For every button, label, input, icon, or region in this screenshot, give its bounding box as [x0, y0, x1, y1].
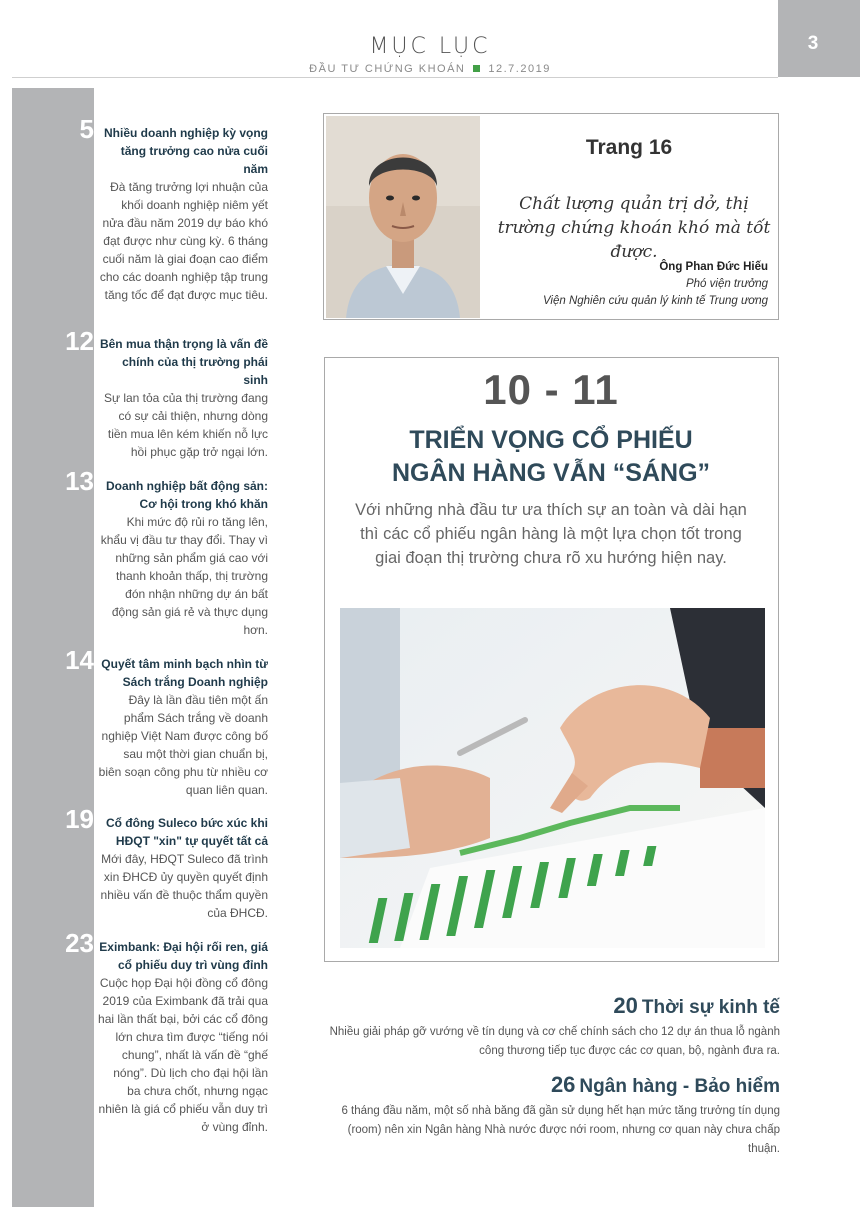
section-title: Ngân hàng - Bảo hiểm: [579, 1076, 780, 1097]
section-title: Thời sự kinh tế: [641, 997, 780, 1018]
publication-line: [0, 63, 860, 75]
toc-page-number: 13: [65, 466, 94, 496]
feature-photo: [340, 608, 765, 948]
quote-author-name: Ông Phan Đức Hiếu: [659, 261, 768, 273]
quote-box[interactable]: [323, 113, 779, 320]
toc-heading: Eximbank: Đại hội rối ren, giá cổ phiếu duy trì vùng đỉnh: [99, 940, 268, 972]
issue-date: 12.7.2019: [488, 63, 551, 75]
quote-text: Chất lượng quản trị dở, thị trường chứng khoán khó mà tốt được.: [497, 194, 771, 262]
toc-heading: Cổ đông Suleco bức xúc khi HĐQT "xin" tự quyết tất cả: [105, 816, 268, 848]
quote-author-role: Phó viện trưởng: [685, 278, 768, 290]
section-item[interactable]: [320, 993, 780, 1061]
toc-page-number: 19: [65, 804, 94, 834]
section-summary: 6 tháng đầu năm, một số nhà băng đã gần sử dụng hết hạn mức tăng trưởng tín dụng (room) nên xin Ngân hàng Nhà nước được nới room, nhưng cơ quan này chưa chấp thuận.: [341, 1105, 780, 1155]
toc-page-number: 14: [65, 645, 94, 675]
section-page-number: 26: [550, 1072, 576, 1097]
page-number: 3: [807, 33, 819, 54]
toc-item[interactable]: [98, 814, 268, 922]
toc-heading: Quyết tâm minh bạch nhìn từ Sách trắng Doanh nghiệp: [101, 657, 268, 689]
section-page-number: 20: [613, 993, 638, 1018]
toc-summary: Cuộc họp Đại hội đồng cổ đông 2019 của Eximbank đã trải qua hai lần thất bại, bởi các cổ đông lớn chưa tìm được “tiếng nói chung”, nhất là vấn đề “ghế nóng”. Dù lịch cho đại hội lần ba chưa chốt, nhưng ngạc nhiên là giá cổ phiếu vẫn duy trì ở vùng đỉnh.: [98, 976, 268, 1134]
feature-story-box[interactable]: [324, 357, 779, 962]
toc-summary: Sự lan tỏa của thị trường đang có sự cải thiện, nhưng dòng tiền mua lên kém khiến nỗ lực hồi phục gặp trở ngại lớn.: [103, 391, 268, 459]
toc-page-number: 5: [79, 114, 94, 144]
toc-item[interactable]: [98, 477, 268, 639]
toc-page-number: 12: [65, 326, 94, 356]
quote-author-organization: Viện Nghiên cứu quản lý kinh tế Trung ương: [542, 295, 768, 307]
toc-item[interactable]: [98, 335, 268, 461]
section-heading: [320, 1072, 780, 1098]
header-rule: [12, 77, 778, 78]
feature-title-line1: TRIỂN VỌNG CỔ PHIẾU: [409, 426, 693, 454]
toc-summary: Đà tăng trưởng lợi nhuận của khối doanh nghiệp niêm yết nửa đầu năm 2019 dự báo khó đạt được như cùng kỳ. 6 tháng cuối năm là giai đoạn cao điểm cho các doanh nghiệp tập trung tăng tốc để đạt được mục tiêu.: [99, 180, 268, 302]
toc-summary: Mới đây, HĐQT Suleco đã trình xin ĐHCĐ ủy quyền quyết định nhiều vấn đề thuộc thẩm quyền của ĐHCĐ.: [100, 852, 268, 920]
section-summary: Nhiều giải pháp gỡ vướng về tín dụng và cơ chế chính sách cho 12 dự án thua lỗ ngành công thương tiếp tục được các cơ quan, bộ, ngành đưa ra.: [329, 1026, 780, 1057]
toc-heading: Bên mua thận trọng là vấn đề chính của thị trường phái sinh: [99, 337, 268, 387]
toc-item[interactable]: [98, 655, 268, 799]
quote-page-label: Trang 16: [585, 136, 673, 159]
page-title: MỤC LỤC: [369, 34, 491, 59]
section-item[interactable]: [320, 1072, 780, 1159]
separator-square-icon: [473, 65, 480, 72]
feature-page-range: 10 - 11: [483, 366, 619, 413]
toc-page-number: 23: [65, 928, 94, 958]
feature-title-line2: NGÂN HÀNG VẪN “SÁNG”: [391, 459, 711, 487]
toc-heading: Doanh nghiệp bất động sản: Cơ hội trong khó khăn: [106, 479, 268, 511]
toc-item[interactable]: [98, 938, 268, 1136]
feature-lead: Với những nhà đầu tư ưa thích sự an toàn và dài hạn thì các cổ phiếu ngân hàng là một lựa chọn tốt trong giai đoạn thị trường chưa rõ xu hướng hiện nay.: [355, 501, 747, 567]
toc-summary: Đây là lần đầu tiên một ấn phẩm Sách trắng về doanh nghiệp Việt Nam được công bố sau một thời gian chuẩn bị, biên soạn công phu từ nhiều cơ quan liên quan.: [98, 693, 268, 797]
toc-summary: Khi mức độ rủi ro tăng lên, khẩu vị đầu tư thay đổi. Thay vì những sản phẩm giá cao với thanh khoản thấp, thị trường đón nhận những dự án bất động sản giá rẻ và thực dụng hơn.: [100, 515, 268, 637]
toc-heading: Nhiều doanh nghiệp kỳ vọng tăng trưởng cao nửa cuối năm: [103, 126, 268, 176]
publication-name: ĐẦU TƯ CHỨNG KHOÁN: [309, 63, 466, 75]
portrait-photo: [326, 116, 480, 318]
section-heading: [320, 993, 780, 1019]
toc-item[interactable]: [98, 124, 268, 304]
